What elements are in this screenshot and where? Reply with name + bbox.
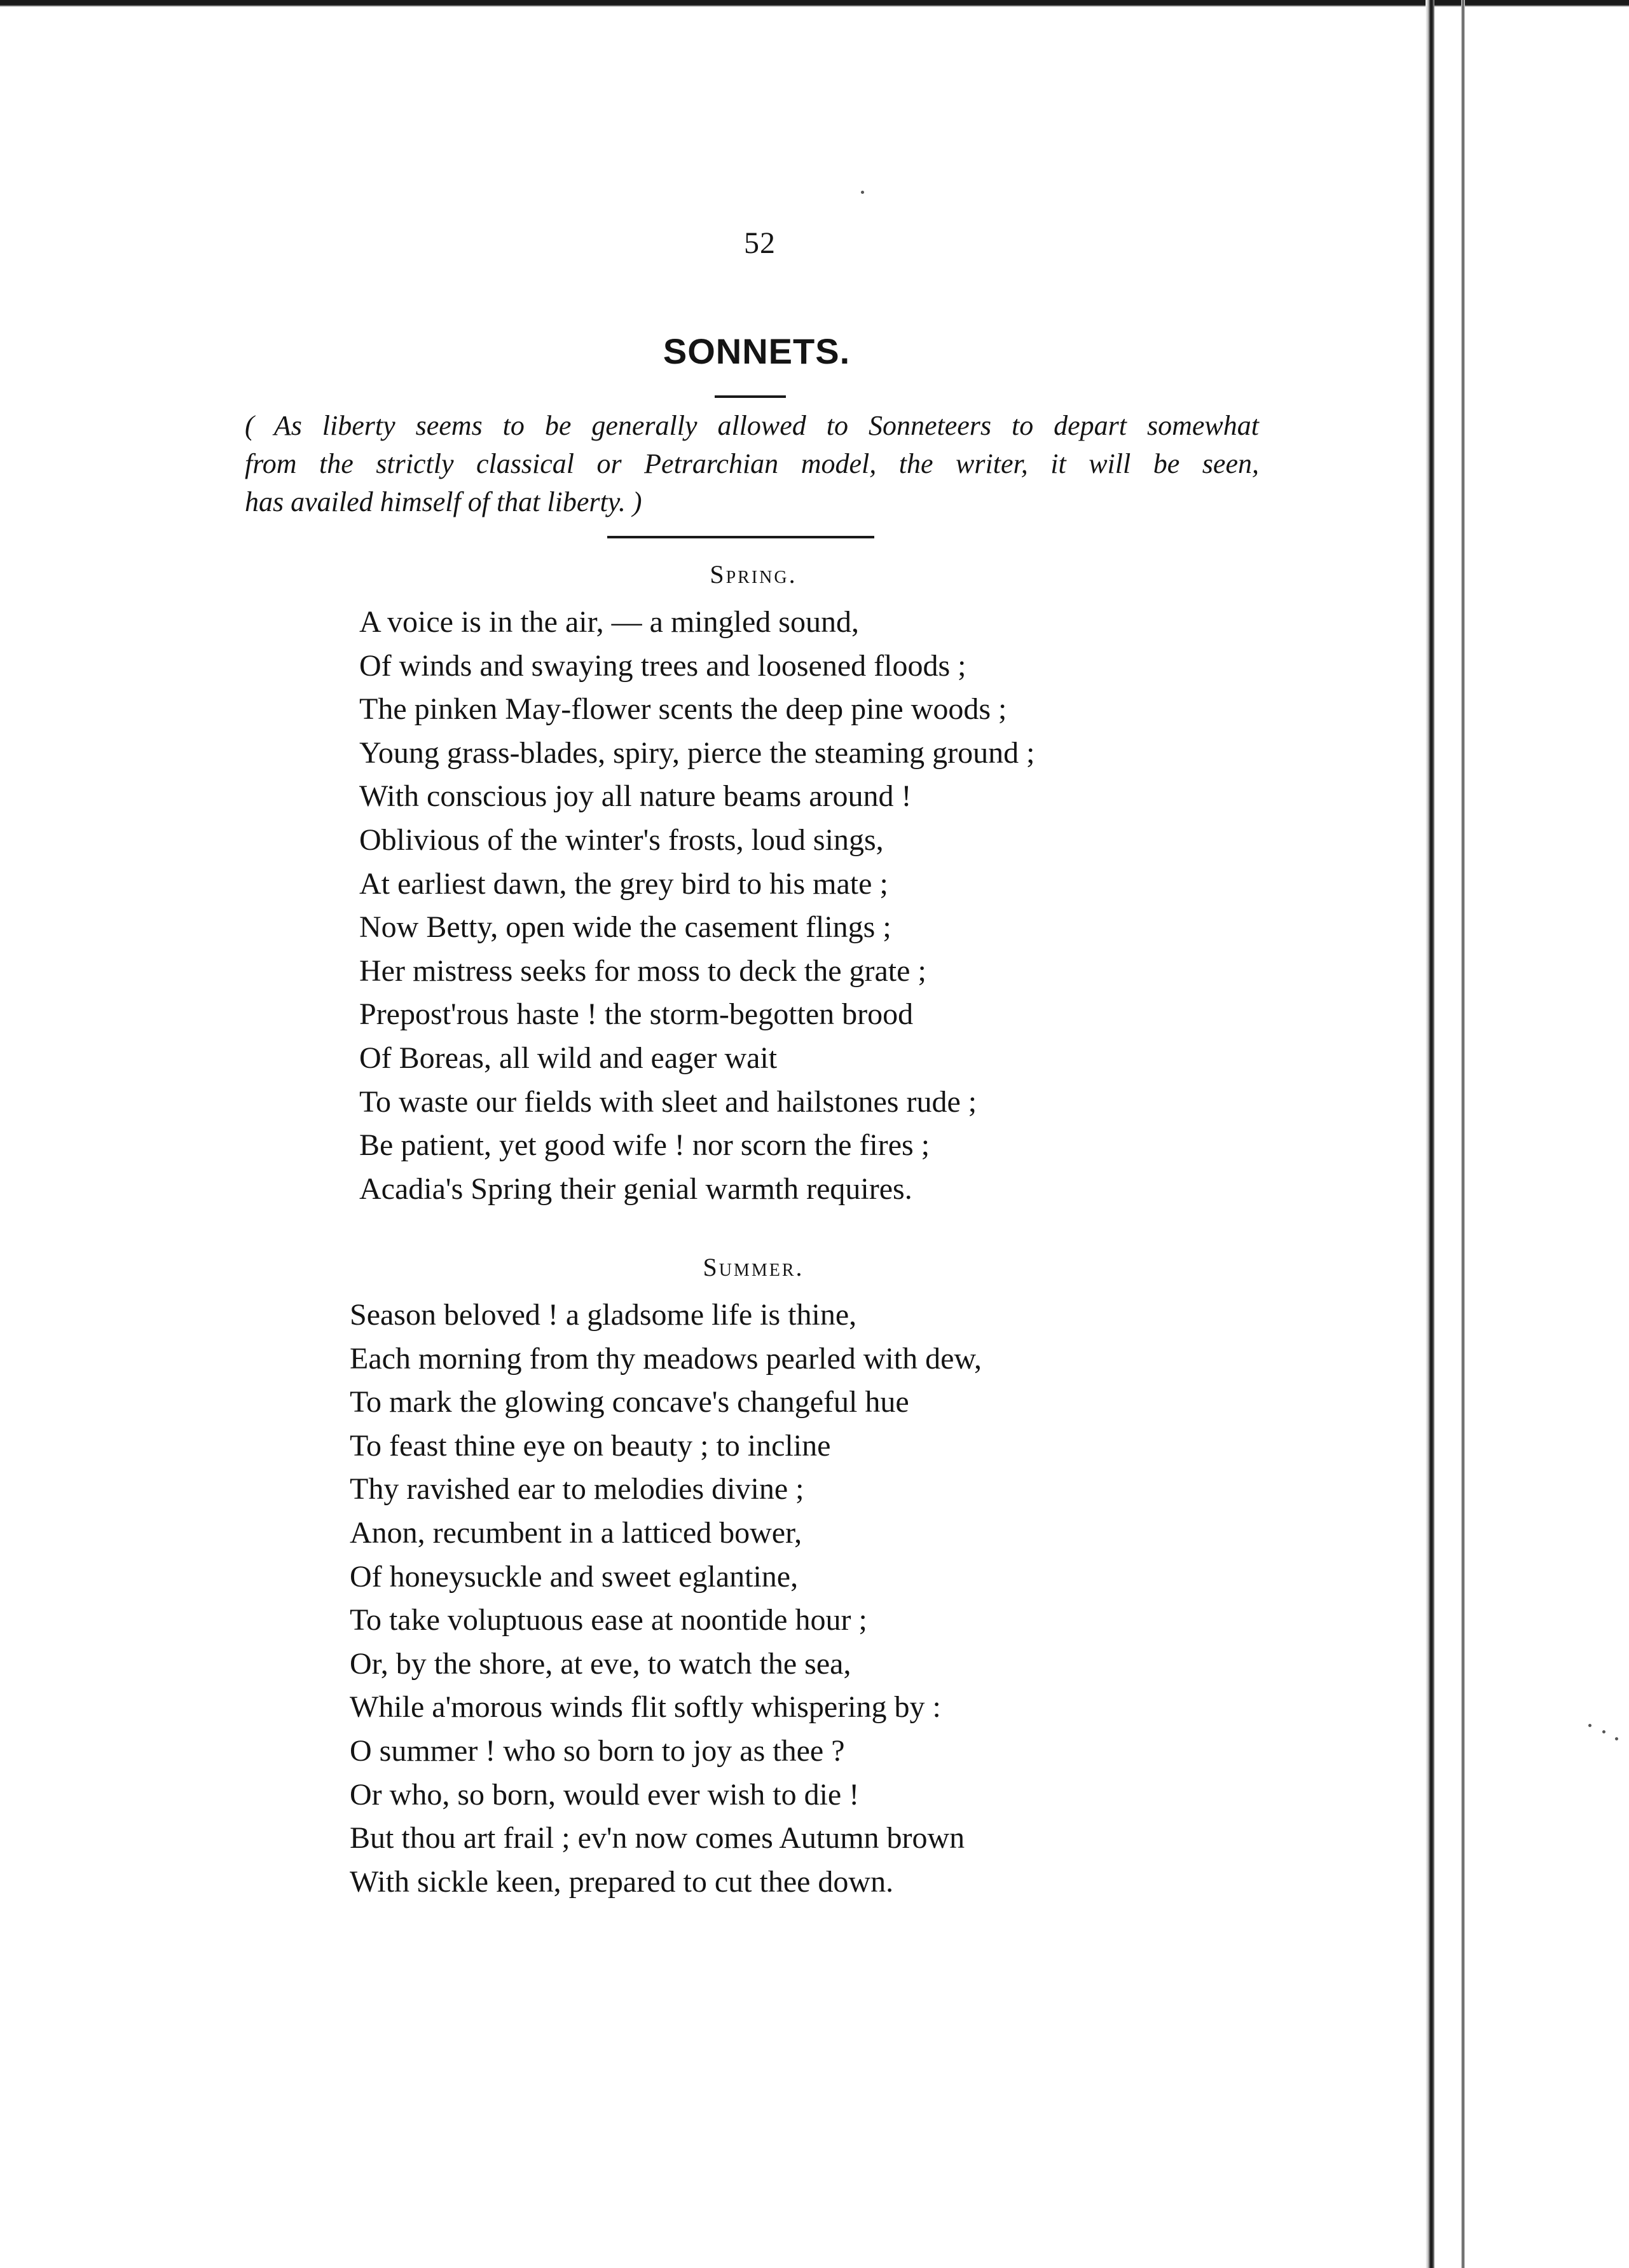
- poem-line: Or, by the shore, at eve, to watch the sea,: [350, 1646, 851, 1681]
- poem-line: Prepost'rous haste ! the storm-begotten brood: [359, 997, 914, 1032]
- scan-speck: [861, 191, 864, 194]
- binding-edge: [1426, 0, 1434, 2268]
- poem-line: Or who, so born, would ever wish to die !: [350, 1777, 860, 1812]
- poem-line: Thy ravished ear to melodies divine ;: [350, 1472, 804, 1506]
- poem-line: Season beloved ! a gladsome life is thine,: [350, 1298, 857, 1332]
- poem-line: Young grass-blades, spiry, pierce the steaming ground ;: [359, 735, 1035, 770]
- page-top-edge-shadow: [0, 5, 1629, 6]
- scan-speck: [1615, 1737, 1618, 1740]
- sonnet-heading-spring: Spring.: [710, 560, 797, 589]
- poem-line: To mark the glowing concave's changeful hue: [350, 1385, 909, 1419]
- page-top-edge: [0, 0, 1629, 5]
- poem-line: Now Betty, open wide the casement flings ;: [359, 910, 891, 945]
- poem-line: Of winds and swaying trees and loosened floods ;: [359, 648, 966, 683]
- sonnet-heading-summer: Summer.: [703, 1253, 804, 1281]
- intro-line: ( As liberty seems to be generally allowed to Sonneteers to depart somewhat: [245, 410, 1259, 441]
- poem-line: To feast thine eye on beauty ; to incline: [350, 1428, 831, 1463]
- poem-line: Anon, recumbent in a latticed bower,: [350, 1515, 802, 1550]
- scan-speck: [1602, 1730, 1605, 1733]
- poem-line: Be patient, yet good wife ! nor scorn the fires ;: [359, 1128, 930, 1163]
- binding-edge-outer: [1461, 0, 1465, 2268]
- poem-line: Of honeysuckle and sweet eglantine,: [350, 1559, 799, 1594]
- intro-note: [245, 407, 1259, 521]
- poem-line: Oblivious of the winter's frosts, loud sings,: [359, 823, 884, 857]
- scan-speck: [1588, 1724, 1591, 1727]
- poem-line: Her mistress seeks for moss to deck the grate ;: [359, 953, 926, 988]
- poem-line: But thou art frail ; ev'n now comes Autumn brown: [350, 1821, 965, 1855]
- poem-line: With sickle keen, prepared to cut thee down.: [350, 1864, 894, 1899]
- poem-line: To waste our fields with sleet and hailstones rude ;: [359, 1084, 977, 1119]
- poem-line: To take voluptuous ease at noontide hour ;: [350, 1603, 867, 1637]
- poem-line: Of Boreas, all wild and eager wait: [359, 1041, 778, 1075]
- title-rule: [715, 395, 786, 398]
- poem-line: The pinken May-flower scents the deep pine woods ;: [359, 692, 1007, 727]
- poem-line: O summer ! who so born to joy as thee ?: [350, 1733, 845, 1768]
- intro-line: from the strictly classical or Petrarchian model, the writer, it will be seen,: [245, 448, 1259, 479]
- poem-line: At earliest dawn, the grey bird to his mate ;: [359, 866, 888, 901]
- poem-line: While a'morous winds flit softly whispering by :: [350, 1690, 941, 1725]
- page-number: 52: [744, 226, 776, 260]
- poem-line: Each morning from thy meadows pearled with dew,: [350, 1341, 982, 1376]
- poem-line: With conscious joy all nature beams around !: [359, 779, 912, 814]
- section-divider: [607, 536, 874, 538]
- page-title: SONNETS.: [663, 331, 851, 371]
- poem-line: Acadia's Spring their genial warmth requires.: [359, 1172, 912, 1206]
- sonnet-summer: [350, 1294, 982, 1904]
- intro-line: has availed himself of that liberty. ): [245, 486, 642, 517]
- poem-line: A voice is in the air, — a mingled sound,: [359, 605, 859, 639]
- sonnet-spring: [359, 601, 1035, 1211]
